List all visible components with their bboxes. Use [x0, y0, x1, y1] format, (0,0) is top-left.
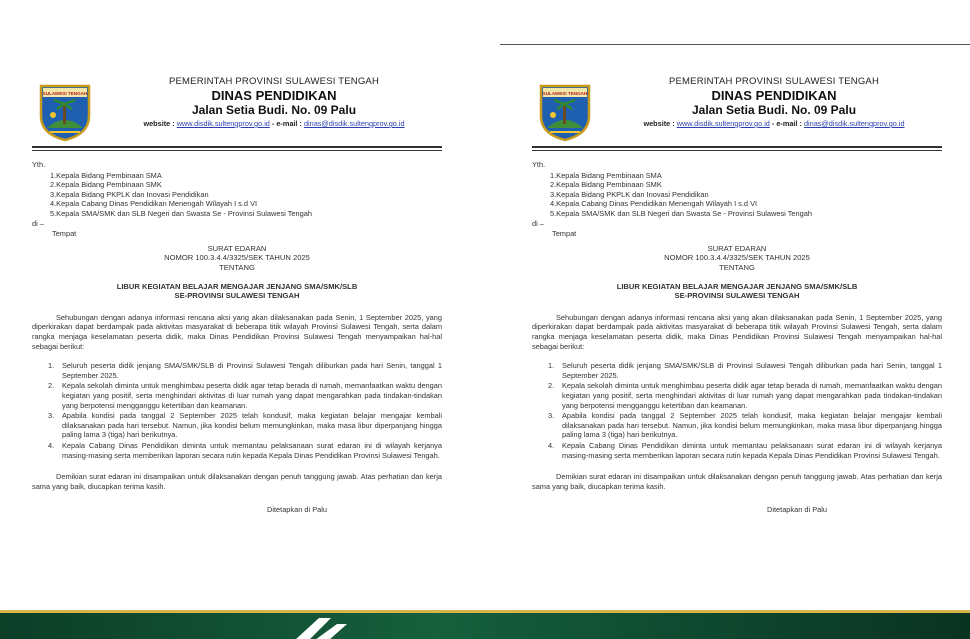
point-text: Kepala Cabang Dinas Pendidikan diminta untuk memantau pelaksanaan surat edaran ini di wilayah kerjanya masing-masing serta memberikan laporan secara rutin kepada Kepala Dinas Pendidikan Provinsi Sulawesi Tengah.	[62, 440, 442, 460]
recipient-item: 2.Kepala Bidang Pembinaan SMK	[50, 180, 162, 190]
letter-heading	[32, 244, 442, 272]
location-prefix: di –	[32, 218, 44, 228]
letter-type: SURAT EDARAN	[207, 243, 267, 253]
point-text: Seluruh peserta didik jenjang SMA/SMK/SLB di Provinsi Sulawesi Tengah diliburkan pada hari Senin, tanggal 1 September 2025.	[562, 361, 942, 380]
brand-logo-icon	[285, 614, 365, 639]
letterhead-rule-thin	[532, 150, 942, 151]
recipient-item: 3.Kepala Bidang PKPLK dan Inovasi Pendidikan	[50, 189, 209, 199]
letterhead-rule-thick	[32, 146, 442, 148]
recipient-item: 3.Kepala Bidang PKPLK dan Inovasi Pendidikan	[550, 189, 709, 199]
point-number: 2.	[48, 381, 55, 391]
letterhead	[534, 76, 954, 146]
point-text: Kepala sekolah diminta untuk menghimbau peserta didik agar tetap berada di rumah, memanfaatkan waktu dengan kegiatan yang positif, serta menghindari aktivitas di luar rumah yang dapat mengarahkan pada tindakan-tindakan yang berpotensi mengganggu ketertiban dan keamanan.	[62, 381, 442, 410]
signoff: Ditetapkan di Palu	[267, 505, 327, 515]
point-number: 4.	[548, 440, 555, 450]
letter-body	[532, 160, 942, 515]
closing-paragraph: Demikian surat edaran ini disampaikan untuk dilaksanakan dengan penuh tanggung jawab. Atas perhatian dan kerja sama yang baik, diucapkan terima kasih.	[32, 472, 442, 491]
salutation: Yth.	[532, 160, 546, 169]
intro-paragraph: Sehubungan dengan adanya informasi rencana aksi yang akan dilaksanakan pada Senin, 1 September 2025, yang diperkirakan dapat berdampak pada aktivitas masyarakat di beberapa titik wilayah Provinsi Sulawesi Tengah, serta dalam rangka menjaga keselamatan peserta didik, maka Dinas Pendidikan Provinsi Sulawesi Tengah menyampaikan hal-hal sebagai berikut:	[32, 312, 442, 351]
subject-line-1: LIBUR KEGIATAN BELAJAR MENGAJAR JENJANG SMA/SMK/SLB	[616, 281, 858, 291]
point-number: 4.	[48, 440, 55, 450]
letter-about: TENTANG	[219, 262, 255, 272]
subject-line-1: LIBUR KEGIATAN BELAJAR MENGAJAR JENJANG SMA/SMK/SLB	[116, 281, 358, 291]
top-divider	[500, 44, 970, 45]
emblem-label: SULAWESI TENGAH	[42, 91, 88, 96]
website-label: website :	[643, 119, 675, 128]
document-right	[500, 0, 970, 615]
contact-separator: -	[271, 119, 275, 128]
points-list	[532, 361, 942, 460]
letter-subject	[32, 282, 442, 301]
email-label: e-mail :	[776, 119, 802, 128]
letterhead	[34, 76, 454, 146]
email-link[interactable]: dinas@disdik.sultengprov.go.id	[303, 119, 405, 128]
office-name: DINAS PENDIDIKAN	[711, 88, 837, 103]
contact-line	[594, 119, 954, 128]
point-item	[548, 381, 942, 410]
recipient-list	[532, 171, 942, 219]
point-item	[48, 411, 442, 440]
point-item	[548, 441, 942, 460]
government-name: PEMERINTAH PROVINSI SULAWESI TENGAH	[168, 76, 380, 87]
letter-subject	[532, 282, 942, 301]
letterhead-rule-thick	[532, 146, 942, 148]
location-place: Tempat	[552, 229, 577, 239]
point-number: 3.	[548, 411, 555, 421]
salutation: Yth.	[32, 160, 46, 169]
point-text: Apabila kondisi pada tanggal 2 September 2025 telah kondusif, maka kegiatan belajar mengajar kembali dilaksanakan pada hari tersebut. Namun, jika kondisi belum memungkinkan, maka masa libur diperpanjang hingga paling lama 3 (tiga) hari berikutnya.	[562, 411, 942, 440]
recipient-item: 1.Kepala Bidang Pembinaan SMA	[550, 170, 662, 180]
letter-number: NOMOR 100.3.4.4/3325/SEK TAHUN 2025	[164, 253, 310, 263]
recipient-item: 5.Kepala SMA/SMK dan SLB Negeri dan Swasta Se - Provinsi Sulawesi Tengah	[550, 208, 812, 218]
email-label: e-mail :	[276, 119, 302, 128]
website-label: website :	[143, 119, 175, 128]
location-prefix: di –	[532, 218, 544, 228]
point-item	[548, 411, 942, 440]
provincial-emblem-icon	[38, 82, 92, 142]
point-number: 2.	[548, 381, 555, 391]
emblem-label: SULAWESI TENGAH	[542, 91, 588, 96]
point-text: Apabila kondisi pada tanggal 2 September 2025 telah kondusif, maka kegiatan belajar mengajar kembali dilaksanakan pada hari tersebut. Namun, jika kondisi belum memungkinkan, maka masa libur diperpanjang hingga paling lama 3 (tiga) hari berikutnya.	[62, 411, 442, 440]
office-address: Jalan Setia Budi. No. 09 Palu	[691, 103, 857, 117]
letter-about: TENTANG	[719, 262, 755, 272]
letter-body	[32, 160, 442, 515]
letter-number: NOMOR 100.3.4.4/3325/SEK TAHUN 2025	[664, 253, 810, 263]
point-number: 1.	[548, 361, 555, 371]
document-left	[0, 0, 470, 615]
point-text: Seluruh peserta didik jenjang SMA/SMK/SLB di Provinsi Sulawesi Tengah diliburkan pada hari Senin, tanggal 1 September 2025.	[62, 361, 442, 380]
recipient-item: 4.Kepala Cabang Dinas Pendidikan Menengah Wilayah I s.d VI	[550, 199, 758, 209]
point-text: Kepala sekolah diminta untuk menghimbau peserta didik agar tetap berada di rumah, memanfaatkan waktu dengan kegiatan yang positif, serta menghindari aktivitas di luar rumah yang dapat mengarahkan pada tindakan-tindakan yang berpotensi mengganggu ketertiban dan keamanan.	[562, 381, 942, 410]
bottom-banner	[0, 610, 970, 639]
location-place: Tempat	[52, 229, 77, 239]
closing-paragraph: Demikian surat edaran ini disampaikan untuk dilaksanakan dengan penuh tanggung jawab. Atas perhatian dan kerja sama yang baik, diucapkan terima kasih.	[532, 472, 942, 491]
recipient-item: 1.Kepala Bidang Pembinaan SMA	[50, 170, 162, 180]
intro-paragraph: Sehubungan dengan adanya informasi rencana aksi yang akan dilaksanakan pada Senin, 1 September 2025, yang diperkirakan dapat berdampak pada aktivitas masyarakat di beberapa titik wilayah Provinsi Sulawesi Tengah, serta dalam rangka menjaga keselamatan peserta didik, maka Dinas Pendidikan Provinsi Sulawesi Tengah menyampaikan hal-hal sebagai berikut:	[532, 312, 942, 351]
point-number: 3.	[48, 411, 55, 421]
signoff: Ditetapkan di Palu	[767, 505, 827, 515]
office-address: Jalan Setia Budi. No. 09 Palu	[191, 103, 357, 117]
letter-type: SURAT EDARAN	[707, 243, 767, 253]
website-link[interactable]: www.disdik.sultengprov.go.id	[176, 119, 270, 128]
letterhead-rule-thin	[32, 150, 442, 151]
provincial-emblem-icon	[538, 82, 592, 142]
recipient-item: 4.Kepala Cabang Dinas Pendidikan Menengah Wilayah I s.d VI	[50, 199, 258, 209]
recipient-list	[32, 171, 442, 219]
subject-line-2: SE-PROVINSI SULAWESI TENGAH	[674, 291, 800, 301]
banner-gold-stripe	[0, 610, 970, 613]
government-name: PEMERINTAH PROVINSI SULAWESI TENGAH	[668, 76, 880, 87]
website-link[interactable]: www.disdik.sultengprov.go.id	[676, 119, 770, 128]
office-name: DINAS PENDIDIKAN	[211, 88, 337, 103]
contact-separator: -	[771, 119, 775, 128]
recipient-item: 2.Kepala Bidang Pembinaan SMK	[550, 180, 662, 190]
point-item	[48, 381, 442, 410]
point-number: 1.	[48, 361, 55, 371]
letter-heading	[532, 244, 942, 272]
point-item	[548, 361, 942, 380]
email-link[interactable]: dinas@disdik.sultengprov.go.id	[803, 119, 905, 128]
point-item	[48, 361, 442, 380]
point-item	[48, 441, 442, 460]
recipient-item: 5.Kepala SMA/SMK dan SLB Negeri dan Swasta Se - Provinsi Sulawesi Tengah	[50, 208, 312, 218]
subject-line-2: SE-PROVINSI SULAWESI TENGAH	[174, 291, 300, 301]
point-text: Kepala Cabang Dinas Pendidikan diminta untuk memantau pelaksanaan surat edaran ini di wilayah kerjanya masing-masing serta memberikan laporan secara rutin kepada Kepala Dinas Pendidikan Provinsi Sulawesi Tengah.	[562, 440, 942, 460]
contact-line	[94, 119, 454, 128]
points-list	[32, 361, 442, 460]
